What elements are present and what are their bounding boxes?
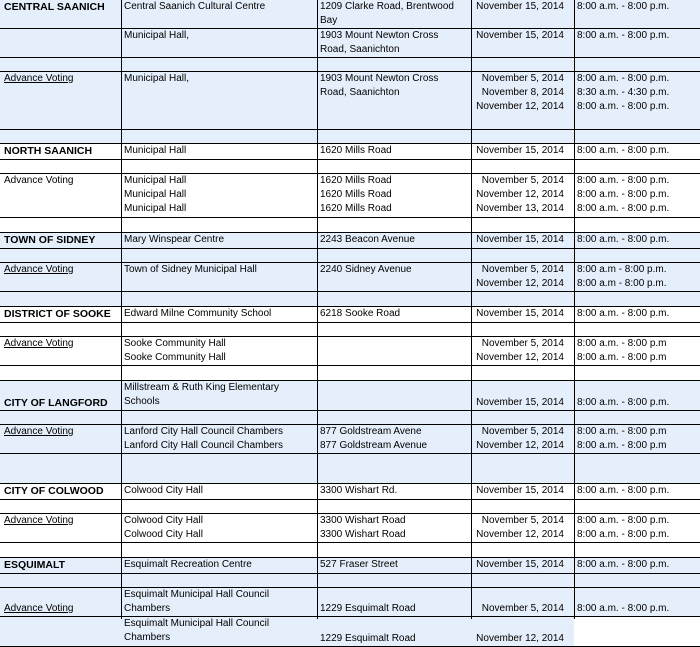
table-row bbox=[0, 574, 700, 587]
municipality-cell: NORTH SAANICH bbox=[4, 145, 93, 157]
address-cell: 3300 Wishart Road bbox=[320, 529, 406, 540]
location-cell: Lanford City Hall Council Chambers bbox=[124, 440, 283, 451]
table-row bbox=[0, 233, 700, 248]
date-cell: November 5, 2014 bbox=[481, 73, 564, 84]
table-row bbox=[0, 543, 700, 557]
address-cell: Road, Saanichton bbox=[320, 44, 400, 55]
hours-cell: 8:00 a.m. - 8:00 p.m. bbox=[577, 175, 670, 186]
date-cell: November 15, 2014 bbox=[476, 1, 564, 12]
address-cell: 1229 Esquimalt Road bbox=[320, 633, 416, 644]
date-cell: November 13, 2014 bbox=[476, 203, 564, 214]
address-cell: 2243 Beacon Avenue bbox=[320, 234, 415, 245]
hours-cell: 8:00 a.m. - 8:00 p.m. bbox=[577, 30, 670, 41]
table-row bbox=[0, 249, 700, 262]
location-cell: Schools bbox=[124, 396, 160, 407]
table-row bbox=[0, 72, 700, 129]
date-cell: November 15, 2014 bbox=[476, 559, 564, 570]
hours-cell: 8:00 a.m. - 8:00 p.m. bbox=[577, 308, 670, 319]
date-cell: November 15, 2014 bbox=[476, 308, 564, 319]
date-cell: November 5, 2014 bbox=[481, 603, 564, 614]
address-cell: Road, Saanichton bbox=[320, 87, 400, 98]
date-cell: November 5, 2014 bbox=[481, 264, 564, 275]
table-row bbox=[0, 29, 700, 57]
column-divider bbox=[471, 0, 472, 619]
date-cell: November 12, 2014 bbox=[476, 101, 564, 112]
table-row bbox=[0, 0, 700, 28]
address-cell: Bay bbox=[320, 15, 338, 26]
address-cell: 1209 Clarke Road, Brentwood bbox=[320, 1, 454, 12]
address-cell: 877 Goldstream Avene bbox=[320, 426, 422, 437]
address-cell: 3300 Wishart Rd. bbox=[320, 485, 398, 496]
address-cell: 3300 Wishart Road bbox=[320, 515, 406, 526]
municipality-cell: CENTRAL SAANICH bbox=[4, 1, 105, 13]
hours-cell: 8:00 a.m. - 8:00 p.m bbox=[577, 426, 667, 437]
table-row bbox=[0, 130, 700, 143]
hours-cell: 8:00 a.m - 8:00 p.m. bbox=[577, 264, 667, 275]
location-cell: Esquimalt Municipal Hall Council bbox=[124, 618, 270, 629]
date-cell: November 15, 2014 bbox=[476, 485, 564, 496]
blank-cell bbox=[574, 617, 700, 646]
address-cell: 2240 Sidney Avenue bbox=[320, 264, 412, 275]
address-cell: 877 Goldstream Avenue bbox=[320, 440, 428, 451]
location-cell: Colwood City Hall bbox=[124, 515, 203, 526]
hours-cell: 8:00 a.m. - 8:00 p.m bbox=[577, 440, 667, 451]
location-cell: Municipal Hall, bbox=[124, 73, 190, 84]
table-row bbox=[0, 58, 700, 71]
municipality-cell[interactable]: Advance Voting bbox=[4, 603, 74, 614]
location-cell: Chambers bbox=[124, 603, 171, 614]
location-cell: Mary Winspear Centre bbox=[124, 234, 225, 245]
table-row bbox=[0, 263, 700, 291]
date-cell: November 12, 2014 bbox=[476, 440, 564, 451]
location-cell: Esquimalt Recreation Centre bbox=[124, 559, 252, 570]
hours-cell: 8:00 a.m. - 8:00 p.m. bbox=[577, 397, 670, 408]
table-row bbox=[0, 558, 700, 573]
table-row bbox=[0, 323, 700, 336]
location-cell: Millstream & Ruth King Elementary bbox=[124, 382, 280, 393]
table-row bbox=[0, 454, 700, 483]
location-cell: Municipal Hall bbox=[124, 203, 187, 214]
location-cell: Esquimalt Municipal Hall Council bbox=[124, 589, 270, 600]
municipality-cell[interactable]: Advance Voting bbox=[4, 515, 74, 526]
date-cell: November 12, 2014 bbox=[476, 352, 564, 363]
table-row bbox=[0, 484, 700, 499]
date-cell: November 12, 2014 bbox=[476, 278, 564, 289]
hours-cell: 8:00 a.m. - 8:00 p.m. bbox=[577, 515, 670, 526]
location-cell: Sooke Community Hall bbox=[124, 352, 226, 363]
table-row bbox=[0, 160, 700, 173]
location-cell: Chambers bbox=[124, 632, 171, 643]
date-cell: November 12, 2014 bbox=[476, 189, 564, 200]
location-cell: Municipal Hall bbox=[124, 175, 187, 186]
location-cell: Municipal Hall bbox=[124, 189, 187, 200]
municipality-cell[interactable]: Advance Voting bbox=[4, 426, 74, 437]
column-divider bbox=[317, 0, 318, 619]
hours-cell: 8:00 a.m. - 8:00 p.m bbox=[577, 338, 667, 349]
municipality-cell[interactable]: Advance Voting bbox=[4, 264, 74, 275]
location-cell: Central Saanich Cultural Centre bbox=[124, 1, 266, 12]
location-cell: Municipal Hall, bbox=[124, 30, 190, 41]
address-cell: 6218 Sooke Road bbox=[320, 308, 401, 319]
municipality-cell[interactable]: Advance Voting bbox=[4, 73, 74, 84]
date-cell: November 15, 2014 bbox=[476, 145, 564, 156]
location-cell: Lanford City Hall Council Chambers bbox=[124, 426, 283, 437]
municipality-cell[interactable]: Advance Voting bbox=[4, 338, 74, 349]
column-divider bbox=[121, 0, 122, 619]
location-cell: Edward Milne Community School bbox=[124, 308, 272, 319]
location-cell: Municipal Hall bbox=[124, 145, 187, 156]
location-cell: Colwood City Hall bbox=[124, 485, 203, 496]
table-row bbox=[0, 366, 700, 380]
hours-cell: 8:00 a.m. - 8:00 p.m. bbox=[577, 101, 670, 112]
municipality-cell: DISTRICT OF SOOKE bbox=[4, 308, 111, 320]
table-row bbox=[0, 174, 700, 217]
table-row bbox=[0, 617, 700, 646]
hours-cell: 8:00 a.m. - 8:00 p.m. bbox=[577, 73, 670, 84]
date-cell: November 15, 2014 bbox=[476, 234, 564, 245]
hours-cell: 8:00 a.m. - 8:00 p.m. bbox=[577, 559, 670, 570]
hours-cell: 8:00 a.m. - 8:00 p.m. bbox=[577, 1, 670, 12]
date-cell: November 5, 2014 bbox=[481, 338, 564, 349]
table-row bbox=[0, 292, 700, 306]
address-cell: 527 Fraser Street bbox=[320, 559, 398, 570]
municipality-cell: Advance Voting bbox=[4, 175, 74, 186]
date-cell: November 5, 2014 bbox=[481, 426, 564, 437]
column-divider bbox=[574, 0, 575, 619]
municipality-cell: TOWN OF SIDNEY bbox=[4, 234, 96, 246]
address-cell: 1620 Mills Road bbox=[320, 189, 392, 200]
table-row bbox=[0, 381, 700, 410]
table-row bbox=[0, 514, 700, 542]
address-cell: 1903 Mount Newton Cross bbox=[320, 73, 439, 84]
hours-cell: 8:00 a.m. - 8:00 p.m. bbox=[577, 485, 670, 496]
location-cell: Colwood City Hall bbox=[124, 529, 203, 540]
hours-cell: 8:00 a.m. - 8:00 p.m. bbox=[577, 529, 670, 540]
date-cell: November 15, 2014 bbox=[476, 397, 564, 408]
location-cell: Town of Sidney Municipal Hall bbox=[124, 264, 257, 275]
address-cell: 1229 Esquimalt Road bbox=[320, 603, 416, 614]
date-cell: November 15, 2014 bbox=[476, 30, 564, 41]
hours-cell: 8:00 a.m. - 8:00 p.m. bbox=[577, 203, 670, 214]
hours-cell: 8:00 a.m. - 8:00 p.m. bbox=[577, 189, 670, 200]
hours-cell: 8:00 a.m. - 8:00 p.m. bbox=[577, 603, 670, 614]
table-row bbox=[0, 307, 700, 322]
date-cell: November 5, 2014 bbox=[481, 175, 564, 186]
hours-cell: 8:00 a.m. - 8:00 p.m bbox=[577, 352, 667, 363]
date-cell: November 8, 2014 bbox=[481, 87, 564, 98]
municipality-cell: CITY OF LANGFORD bbox=[4, 397, 108, 409]
table-row bbox=[0, 218, 700, 232]
table-row bbox=[0, 500, 700, 513]
table-row bbox=[0, 425, 700, 453]
address-cell: 1620 Mills Road bbox=[320, 145, 392, 156]
hours-cell: 8:00 a.m. - 8:00 p.m. bbox=[577, 234, 670, 245]
municipality-cell: CITY OF COLWOOD bbox=[4, 485, 104, 497]
table-row bbox=[0, 337, 700, 365]
hours-cell: 8:00 a.m. - 8:00 p.m. bbox=[577, 145, 670, 156]
location-cell: Sooke Community Hall bbox=[124, 338, 226, 349]
date-cell: November 12, 2014 bbox=[476, 529, 564, 540]
address-cell: 1620 Mills Road bbox=[320, 203, 392, 214]
municipality-cell: ESQUIMALT bbox=[4, 559, 66, 571]
date-cell: November 5, 2014 bbox=[481, 515, 564, 526]
hours-cell: 8:00 a.m - 8:00 p.m. bbox=[577, 278, 667, 289]
hours-cell: 8:30 a.m. - 4:30 p.m. bbox=[577, 87, 670, 98]
date-cell: November 12, 2014 bbox=[476, 633, 564, 644]
table-row bbox=[0, 144, 700, 159]
address-cell: 1620 Mills Road bbox=[320, 175, 392, 186]
table-row bbox=[0, 411, 700, 424]
table-row bbox=[0, 588, 700, 616]
address-cell: 1903 Mount Newton Cross bbox=[320, 30, 439, 41]
